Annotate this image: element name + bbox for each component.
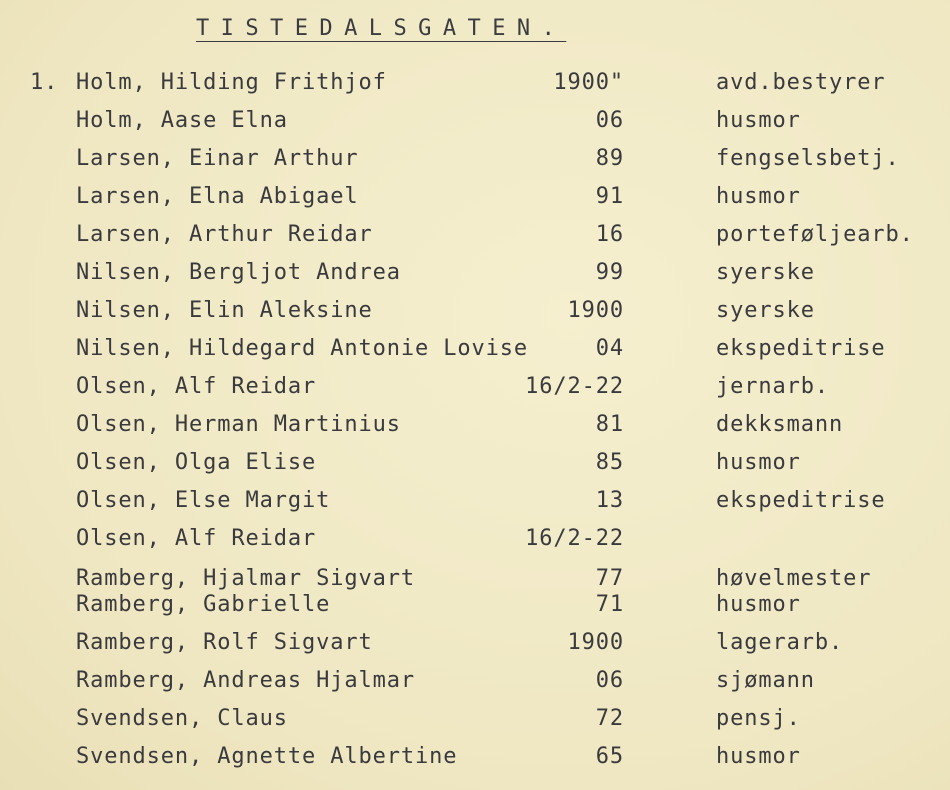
entry-name: Nilsen, Elin Aleksine: [76, 298, 373, 323]
entry-occupation: lagerarb.: [716, 630, 844, 655]
entry-occupation: jernarb.: [716, 374, 830, 399]
list-item: [0, 298, 950, 328]
entry-name: Svendsen, Claus: [76, 706, 288, 731]
list-item: [0, 744, 950, 774]
list-item: [0, 706, 950, 736]
list-item: [0, 412, 950, 442]
entry-year: 16/2-22: [525, 374, 624, 399]
entry-name: Olsen, Else Margit: [76, 488, 331, 513]
entry-year: 06: [595, 668, 624, 693]
entry-occupation: porteføljearb.: [716, 222, 914, 247]
entry-occupation: sjømann: [716, 668, 815, 693]
list-item: [0, 630, 950, 660]
entry-occupation: fengselsbetj.: [716, 146, 900, 171]
entry-name: Nilsen, Hildegard Antonie Lovise: [76, 336, 529, 361]
list-item: [0, 592, 950, 622]
entry-year: 1900": [553, 70, 624, 95]
list-item: [0, 222, 950, 252]
entry-year: 85: [595, 450, 624, 475]
list-item: [0, 526, 950, 556]
entry-name: Nilsen, Bergljot Andrea: [76, 260, 401, 285]
entry-occupation: ekspeditrise: [716, 336, 886, 361]
entry-occupation: syerske: [716, 298, 815, 323]
entry-occupation: dekksmann: [716, 412, 844, 437]
entry-name: Ramberg, Hjalmar Sigvart: [76, 566, 416, 591]
entry-occupation: høvelmester: [716, 566, 872, 591]
entry-name: Larsen, Arthur Reidar: [76, 222, 373, 247]
list-item: [0, 108, 950, 138]
entry-name: Holm, Hilding Frithjof: [76, 70, 387, 95]
list-item: [0, 488, 950, 518]
entry-year: 72: [595, 706, 624, 731]
entry-year: 1900: [567, 298, 624, 323]
entry-year: 77: [595, 566, 624, 591]
entry-year: 91: [595, 184, 624, 209]
entry-name: Olsen, Alf Reidar: [76, 526, 317, 551]
entry-occupation: husmor: [716, 108, 801, 133]
entry-number: 1.: [30, 70, 59, 95]
list-item: [0, 70, 950, 100]
list-item: [0, 184, 950, 214]
entry-name: Holm, Aase Elna: [76, 108, 288, 133]
entry-name: Svendsen, Agnette Albertine: [76, 744, 458, 769]
entry-name: Olsen, Herman Martinius: [76, 412, 401, 437]
entry-name: Larsen, Einar Arthur: [76, 146, 359, 171]
list-item: [0, 374, 950, 404]
entry-occupation: avd.bestyrer: [716, 70, 886, 95]
list-item: [0, 668, 950, 698]
entry-year: 1900: [567, 630, 624, 655]
list-item: [0, 260, 950, 290]
entry-occupation: ekspeditrise: [716, 488, 886, 513]
entry-occupation: husmor: [716, 184, 801, 209]
entry-name: Ramberg, Andreas Hjalmar: [76, 668, 416, 693]
entry-name: Ramberg, Gabrielle: [76, 592, 331, 617]
list-item: [0, 450, 950, 480]
page-title: TISTEDALSGATEN.: [196, 16, 567, 41]
list-item: [0, 146, 950, 176]
entry-occupation: husmor: [716, 450, 801, 475]
entry-name: Ramberg, Rolf Sigvart: [76, 630, 373, 655]
entry-year: 13: [595, 488, 624, 513]
entry-year: 16/2-22: [525, 526, 624, 551]
entry-year: 65: [595, 744, 624, 769]
entry-occupation: pensj.: [716, 706, 801, 731]
entry-occupation: husmor: [716, 744, 801, 769]
list-item: [0, 336, 950, 366]
entry-year: 04: [595, 336, 624, 361]
entry-year: 16: [595, 222, 624, 247]
entry-year: 71: [595, 592, 624, 617]
entry-name: Larsen, Elna Abigael: [76, 184, 359, 209]
entry-year: 81: [595, 412, 624, 437]
entry-occupation: husmor: [716, 592, 801, 617]
entry-year: 99: [595, 260, 624, 285]
entry-name: Olsen, Alf Reidar: [76, 374, 317, 399]
entry-name: Olsen, Olga Elise: [76, 450, 317, 475]
entry-year: 06: [595, 108, 624, 133]
entry-occupation: syerske: [716, 260, 815, 285]
entry-year: 89: [595, 146, 624, 171]
